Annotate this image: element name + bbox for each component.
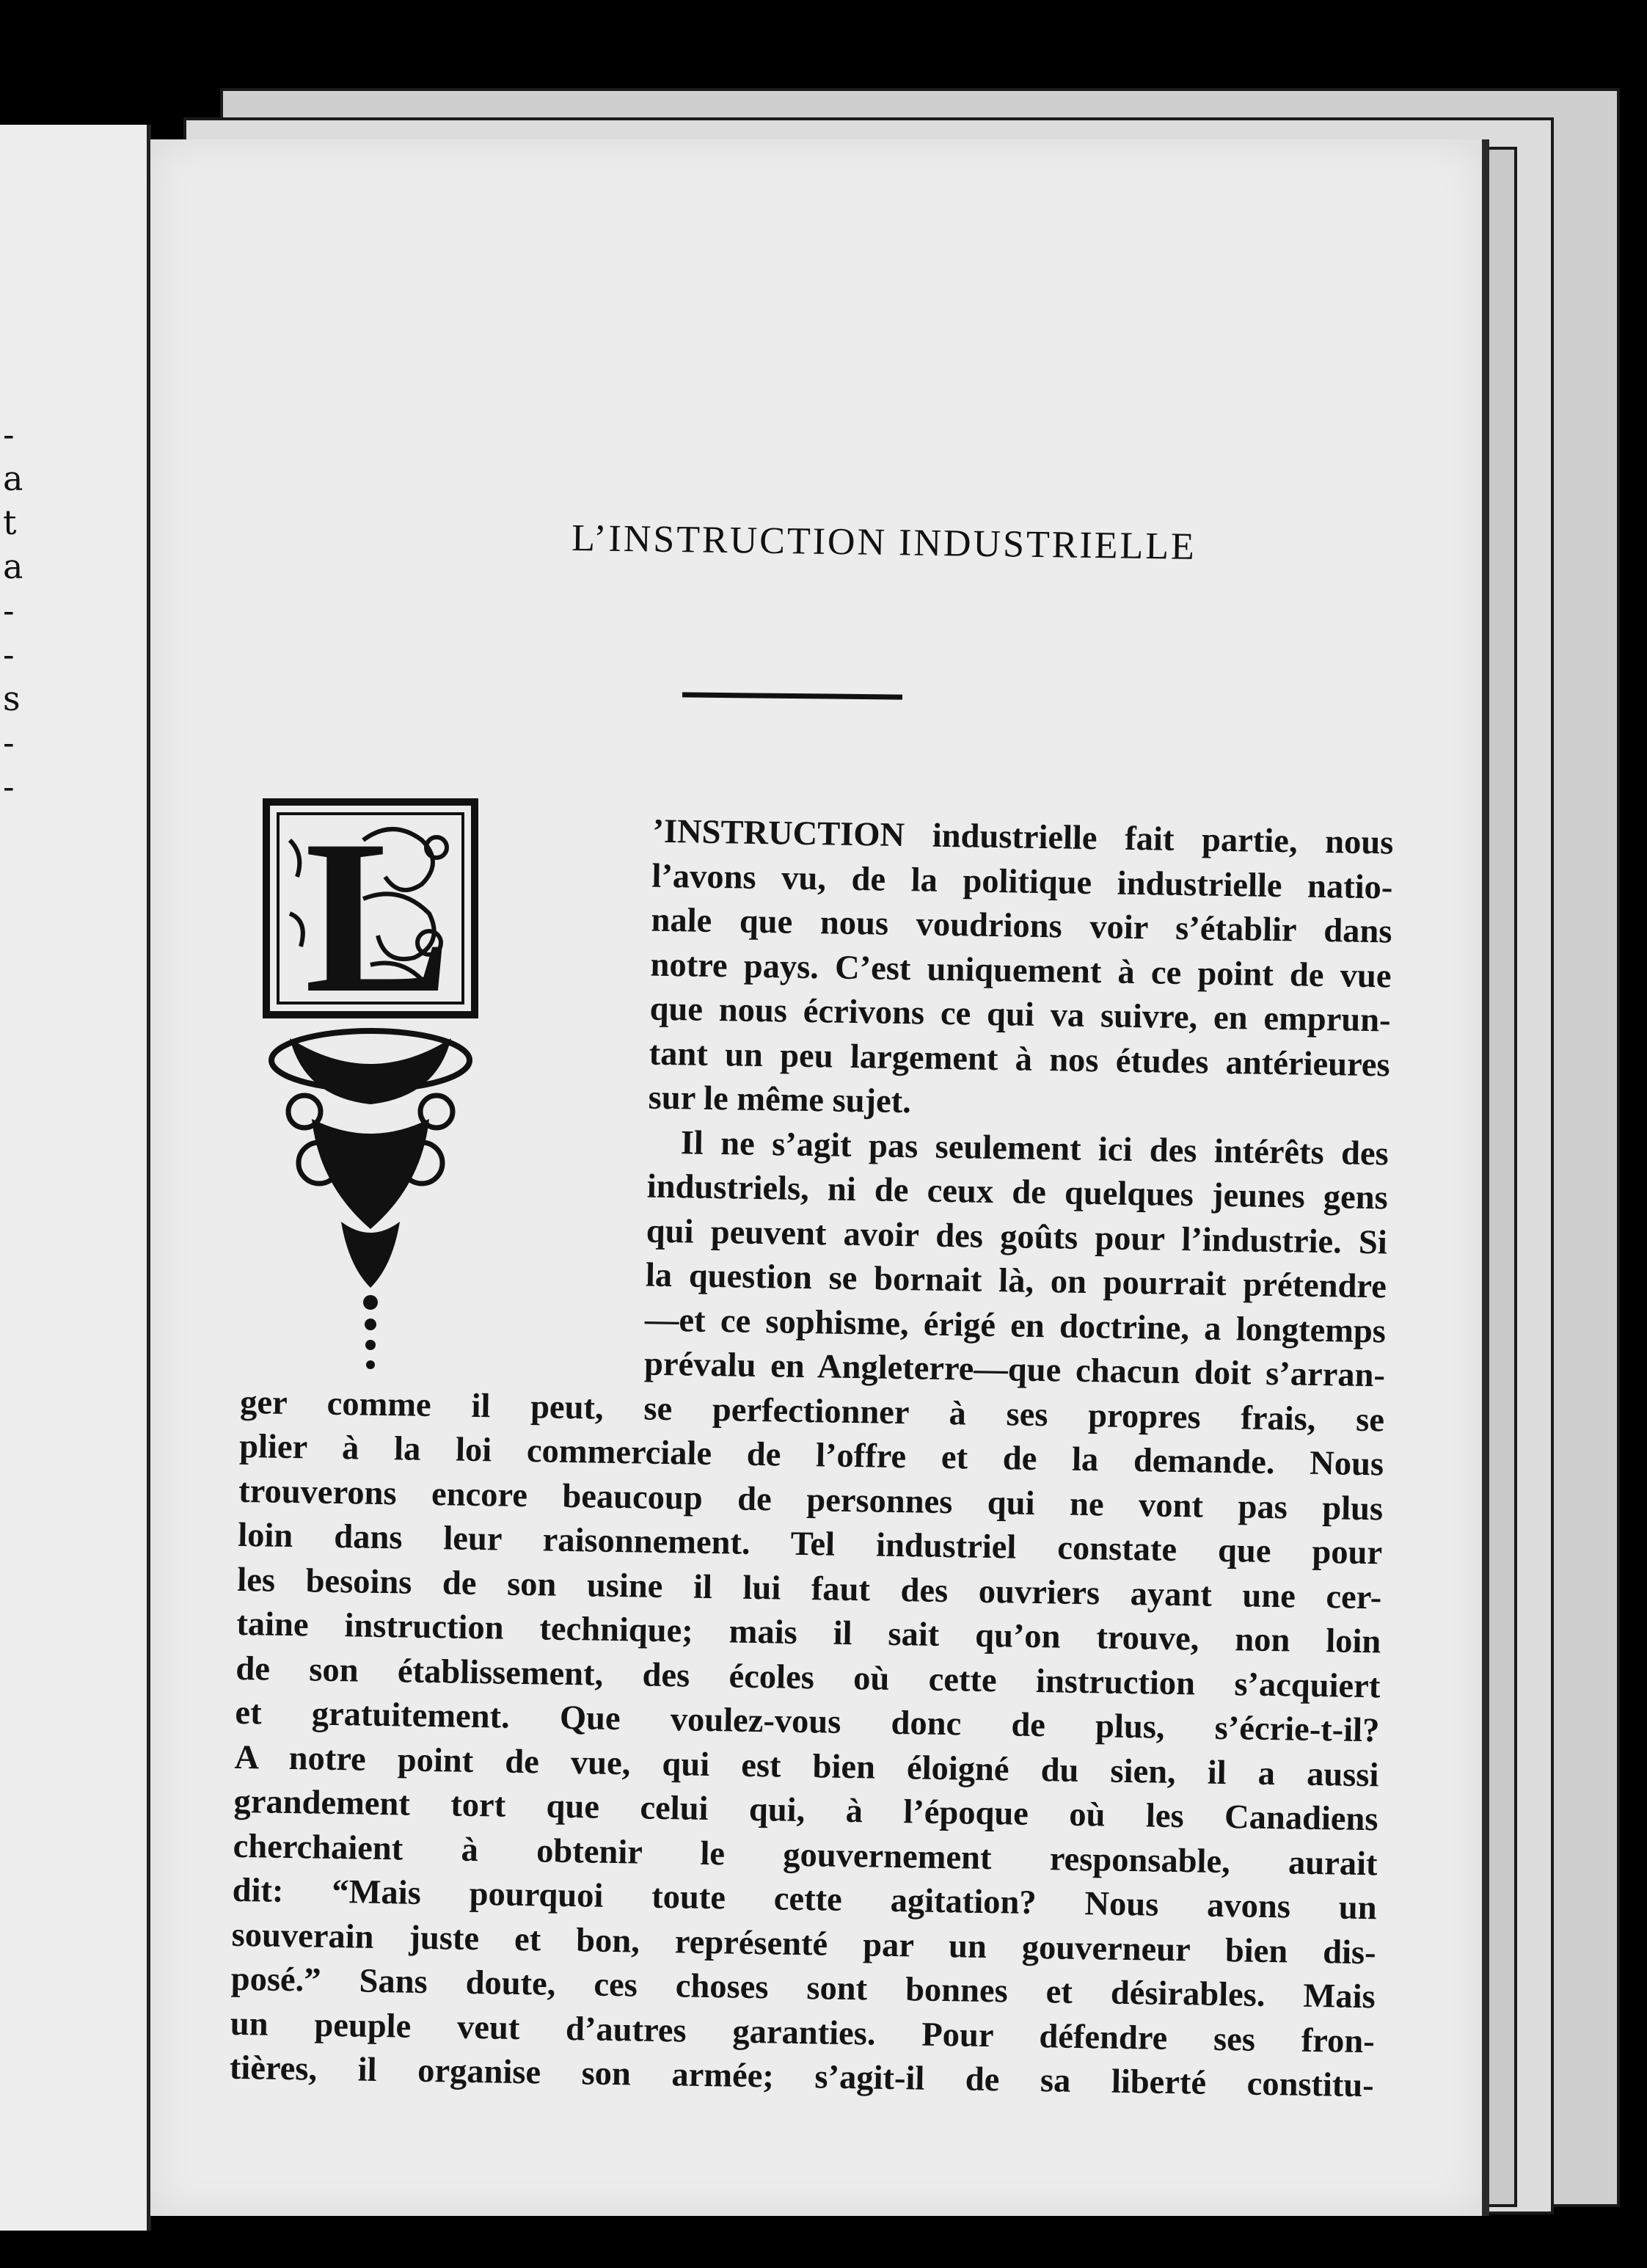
text-line: la question se bornait là, on pourrait prétendre <box>645 1256 1387 1306</box>
left-page-fragment: - <box>3 635 15 674</box>
text-line: tant un peu largement à nos études antérieures <box>649 1035 1390 1084</box>
left-page-fragment: - <box>3 415 15 454</box>
text-line: grandement tort que celui qui, à l’époque où les Canadiens <box>233 1782 1378 1839</box>
dropcap-letter: L <box>304 796 452 1038</box>
left-page-fragment: s <box>3 679 21 718</box>
text-line: posé.” Sans doute, ces choses sont bonnes et désirables. Mais <box>230 1960 1376 2016</box>
book-page <box>150 139 1489 2216</box>
text-line: A notre point de vue, qui est bien éloigné du sien, il a aussi <box>234 1738 1379 1794</box>
left-page-fragment: - <box>3 767 15 806</box>
left-page-fragment: a <box>3 459 23 498</box>
left-page-fragment: a <box>3 547 23 586</box>
text-line: et gratuitement. Que voulez-vous donc de plus, s’écrie-t-il? <box>235 1693 1380 1750</box>
text-line: souverain juste et bon, représenté par un gouverneur bien dis- <box>231 1916 1376 1972</box>
text-line: que nous écrivons ce qui va suivre, en emprun- <box>649 990 1391 1040</box>
text-line: un peuple veut d’autres garanties. Pour défendre ses fron- <box>230 2005 1376 2060</box>
text-line: tières, il organise son armée; s’agit-il de sa liberté constitu- <box>229 2049 1375 2105</box>
text-line: nale que nous voudrions voir s’établir dans <box>651 901 1392 951</box>
text-line: ger comme il peut, se perfectionner à ses propres frais, se <box>239 1383 1385 1439</box>
left-page-fragment: - <box>3 723 15 762</box>
text-line: trouverons encore beaucoup de personnes qui ne vont pas plus <box>238 1472 1384 1528</box>
text-line: l’avons vu, de la politique industrielle natio- <box>651 857 1393 906</box>
text-line: notre pays. C’est uniquement à ce point de vue <box>650 946 1392 995</box>
text-line: les besoins de son usine il lui faut des ouvriers ayant une cer- <box>236 1561 1382 1616</box>
text-line: loin dans leur raisonnement. Tel industriel constate que pour <box>237 1516 1383 1572</box>
text-line: Il ne s’agit pas seulement ici des intérêts des <box>680 1123 1389 1173</box>
text-line: ’INSTRUCTION industrielle fait partie, nous <box>652 812 1394 862</box>
body-text <box>229 803 1393 2109</box>
text-line: dit: “Mais pourquoi toute cette agitation? Nous avons un <box>232 1871 1377 1928</box>
page-title: L’INSTRUCTION INDUSTRIELLE <box>571 517 1197 568</box>
text-line: plier à la loi commerciale de l’offre et de la demande. Nous <box>238 1427 1384 1484</box>
text-line: cherchaient à obtenir le gouvernement responsable, aurait <box>233 1827 1378 1883</box>
left-facing-page <box>0 125 151 2231</box>
text-line: de son établissement, des écoles où cette instruction s’acquiert <box>235 1649 1381 1705</box>
text-line: industriels, ni de ceux de quelques jeunes gens <box>646 1167 1389 1217</box>
text-line: —et ce sophisme, érigé en doctrine, a longtemps <box>644 1301 1387 1350</box>
text-line: qui peuvent avoir des goûts pour l’industrie. Si <box>646 1212 1388 1261</box>
text-line: taine instruction technique; mais il sait qu’on trouve, non loin <box>236 1605 1381 1661</box>
text-line: sur le même sujet. <box>648 1079 912 1121</box>
left-page-fragment: - <box>3 591 15 630</box>
text-line: prévalu en Angleterre—que chacun doit s’arran- <box>643 1345 1386 1395</box>
left-page-fragment: t <box>3 503 17 542</box>
title-rule <box>682 692 902 699</box>
